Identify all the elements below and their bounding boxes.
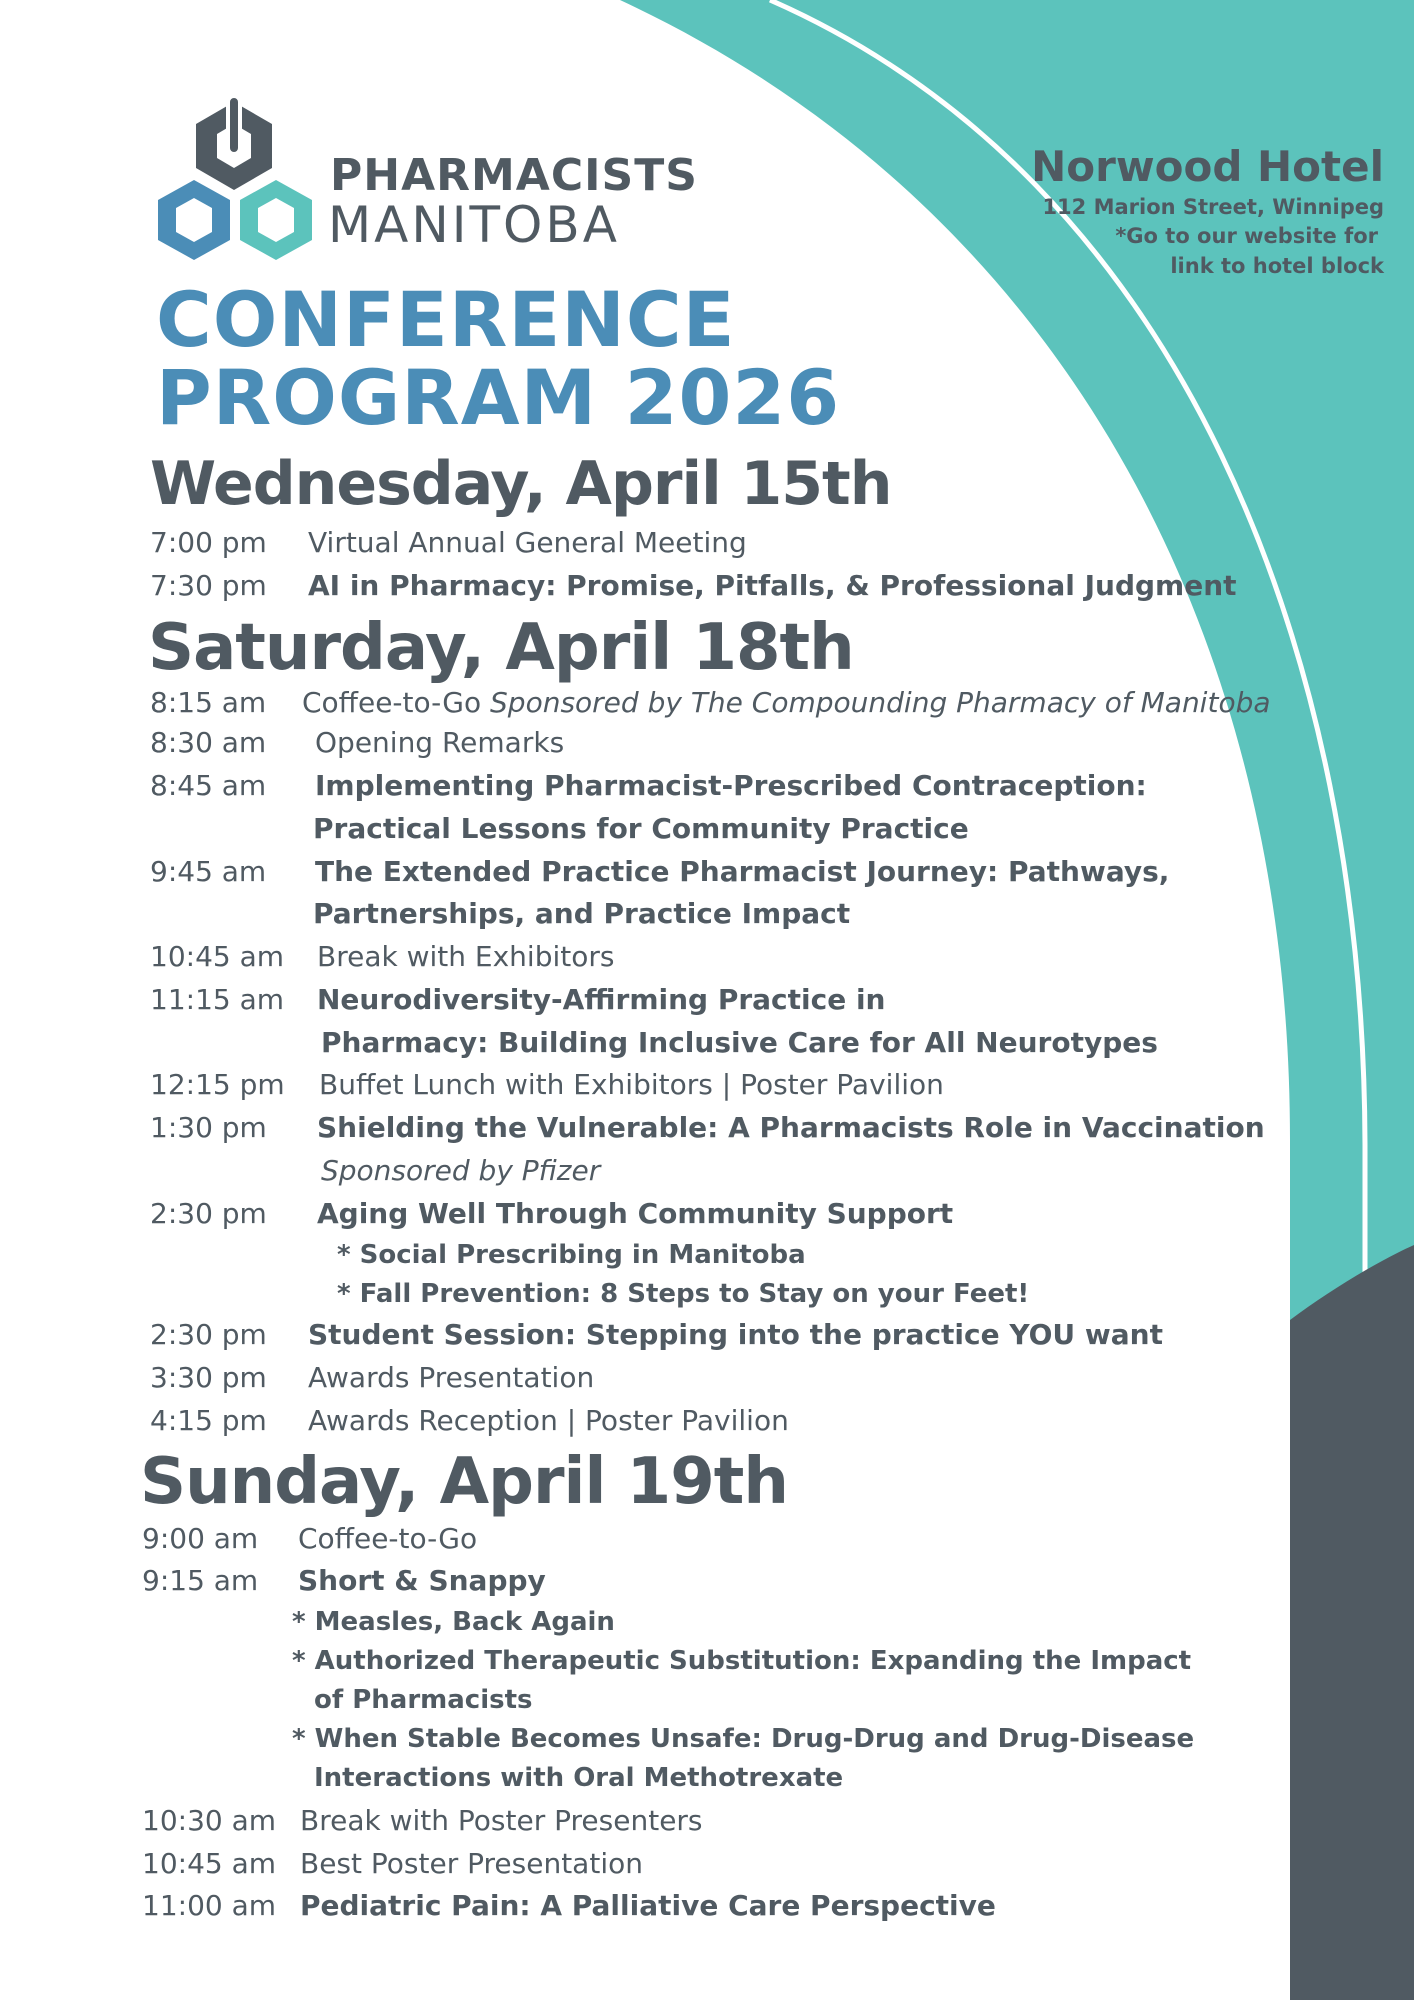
page-title-line2: PROGRAM 2026 bbox=[156, 353, 841, 442]
schedule-subitem-line2: of Pharmacists bbox=[314, 1685, 533, 1715]
schedule-sponsor: Sponsored by Pfizer bbox=[321, 1154, 601, 1187]
schedule-title: Buffet Lunch with Exhibitors | Poster Pavilion bbox=[319, 1068, 944, 1101]
schedule-title: Short & Snappy bbox=[298, 1564, 546, 1597]
schedule-time: 8:30 am bbox=[150, 726, 267, 759]
schedule-time: 2:30 pm bbox=[150, 1318, 267, 1351]
day-heading-saturday: Saturday, April 18th bbox=[148, 611, 854, 685]
schedule-time: 1:30 pm bbox=[150, 1111, 267, 1144]
schedule-time: 4:15 pm bbox=[150, 1404, 267, 1437]
schedule-subitem: * Measles, Back Again bbox=[292, 1607, 615, 1637]
hotel-address: 112 Marion Street, Winnipeg bbox=[1042, 195, 1384, 219]
schedule-subitem: * Fall Prevention: 8 Steps to Stay on your Feet! bbox=[337, 1279, 1030, 1309]
schedule-title: Awards Reception | Poster Pavilion bbox=[308, 1404, 789, 1437]
logo-text-manitoba: MANITOBA bbox=[328, 196, 620, 254]
schedule-title-line1: Neurodiversity-Affirming Practice in bbox=[317, 983, 886, 1016]
schedule-title: Aging Well Through Community Support bbox=[317, 1197, 954, 1230]
schedule-time: 10:45 am bbox=[142, 1847, 277, 1880]
schedule-title-line1: Implementing Pharmacist-Prescribed Contraception: bbox=[315, 769, 1147, 802]
schedule-time: 12:15 pm bbox=[150, 1068, 285, 1101]
schedule-title-line2: Practical Lessons for Community Practice bbox=[313, 812, 969, 845]
schedule-time: 10:30 am bbox=[142, 1804, 277, 1837]
schedule-title: Virtual Annual General Meeting bbox=[308, 526, 747, 559]
schedule-time: 11:00 am bbox=[142, 1889, 277, 1922]
schedule-time: 8:15 am bbox=[150, 686, 267, 719]
schedule-title-with-sponsor bbox=[302, 686, 1271, 720]
schedule-time: 9:15 am bbox=[142, 1564, 259, 1597]
schedule-time: 7:00 pm bbox=[150, 526, 267, 559]
schedule-title: Pediatric Pain: A Palliative Care Perspective bbox=[300, 1889, 996, 1922]
schedule-title: Opening Remarks bbox=[315, 726, 565, 759]
day-heading-sunday: Sunday, April 19th bbox=[140, 1445, 788, 1519]
logo-text-pharmacists: PHARMACISTS bbox=[330, 150, 698, 201]
schedule-time: 10:45 am bbox=[150, 940, 285, 973]
hotel-name: Norwood Hotel bbox=[1031, 142, 1384, 191]
schedule-title-line2: Partnerships, and Practice Impact bbox=[313, 897, 851, 930]
schedule-time: 9:00 am bbox=[142, 1522, 259, 1555]
schedule-title: Break with Exhibitors bbox=[317, 940, 615, 973]
schedule-title: Coffee-to-Go bbox=[298, 1522, 478, 1555]
schedule-title: Coffee-to-Go bbox=[302, 686, 482, 719]
schedule-subitem-line1: * When Stable Becomes Unsafe: Drug-Drug and Drug-Disease bbox=[292, 1724, 1195, 1754]
schedule-title-line2: Pharmacy: Building Inclusive Care for All Neurotypes bbox=[321, 1026, 1158, 1059]
schedule-title-line1: The Extended Practice Pharmacist Journey: Pathways, bbox=[315, 855, 1170, 888]
schedule-time: 11:15 am bbox=[150, 983, 285, 1016]
schedule-time: 3:30 pm bbox=[150, 1361, 267, 1394]
schedule-subitem-line1: * Authorized Therapeutic Substitution: Expanding the Impact bbox=[292, 1646, 1192, 1676]
day-heading-wednesday: Wednesday, April 15th bbox=[150, 449, 892, 519]
schedule-time: 9:45 am bbox=[150, 855, 267, 888]
hotel-note-line1: *Go to our website for bbox=[1115, 224, 1378, 248]
schedule-sponsor: Sponsored by The Compounding Pharmacy of Manitoba bbox=[490, 686, 1271, 719]
schedule-title: Break with Poster Presenters bbox=[300, 1804, 703, 1837]
schedule-subitem-line2: Interactions with Oral Methotrexate bbox=[314, 1763, 844, 1793]
schedule-title: Student Session: Stepping into the practice YOU want bbox=[308, 1318, 1163, 1351]
page-title-line1: CONFERENCE bbox=[156, 275, 736, 364]
schedule-time: 7:30 pm bbox=[150, 569, 267, 602]
schedule-title: Awards Presentation bbox=[308, 1361, 595, 1394]
hotel-note-line2: link to hotel block bbox=[1170, 254, 1384, 278]
schedule-time: 2:30 pm bbox=[150, 1197, 267, 1230]
schedule-title: Best Poster Presentation bbox=[300, 1847, 643, 1880]
schedule-title: AI in Pharmacy: Promise, Pitfalls, & Professional Judgment bbox=[308, 569, 1237, 602]
slate-corner-shape bbox=[1290, 1245, 1414, 2000]
schedule-time: 8:45 am bbox=[150, 769, 267, 802]
schedule-title: Shielding the Vulnerable: A Pharmacists Role in Vaccination bbox=[317, 1111, 1265, 1144]
pharmacists-manitoba-logo-icon bbox=[150, 90, 320, 270]
schedule-subitem: * Social Prescribing in Manitoba bbox=[337, 1240, 806, 1270]
